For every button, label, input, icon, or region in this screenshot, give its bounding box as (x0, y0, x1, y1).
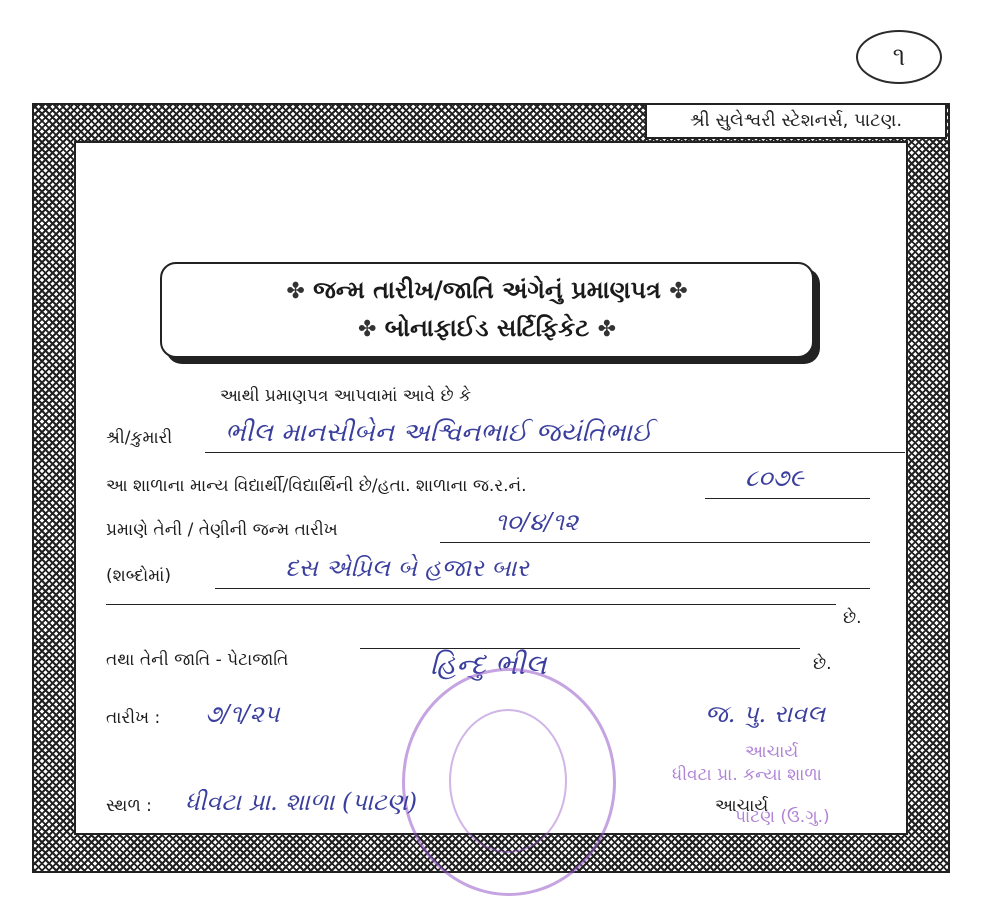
date-value: ૭/૧/૨૫ (205, 700, 280, 728)
title-line-2 (162, 310, 812, 348)
words-value: દસ એપ્રિલ બે હજાર બાર (285, 554, 529, 582)
register-line (705, 498, 870, 499)
register-number: ૮૦૭૯ (745, 464, 804, 492)
date-label: તારીખ : (106, 708, 161, 728)
student-label: આ શાળાના માન્ય વિદ્યાર્થી/વિદ્યાર્થિની છે/હતા. શાળાના જ.ર.નં. (106, 476, 527, 496)
name-label: શ્રી/કુમારી (106, 428, 173, 448)
caste-line (360, 648, 800, 649)
principal-signature: જ. પુ. રાવલ (705, 700, 826, 728)
stationer-label: શ્રી સુલેશ્વરી સ્ટેશનર્સ, પાટણ. (645, 103, 947, 139)
flower-ornament-icon: ✤ (286, 279, 305, 304)
school-stamp (402, 668, 616, 896)
place-value: ધીવટા પ્રા. શાળા (પાટણ) (185, 788, 418, 816)
caste-value: હિન્દુ ભીલ (430, 648, 547, 681)
words-continuation-line (106, 604, 836, 605)
seal-school: ધીવટા પ્રા. કન્યા શાળા (672, 765, 822, 785)
seal-place: પાટણ (ઉ.ગુ.) (735, 807, 830, 827)
title-text-2: બોનાફાઈડ સર્ટિફિકેટ (384, 314, 590, 342)
caste-label: તથા તેની જાતિ - પેટાજાતિ (106, 650, 289, 670)
dob-value: ૧૦/૪/૧૨ (495, 508, 579, 536)
flower-ornament-icon: ✤ (597, 317, 616, 342)
intro-text: આથી પ્રમાણપત્ર આપવામાં આવે છે કે (220, 386, 471, 406)
stamp-inner-ring (449, 709, 567, 853)
words-label: (શબ્દોમાં) (106, 566, 172, 586)
title-text-1: જન્મ તારીખ/જાતિ અંગેનું પ્રમાણપત્ર (313, 276, 661, 304)
che-text: છે. (843, 608, 862, 628)
che-text: છે. (813, 654, 832, 674)
flower-ornament-icon: ✤ (357, 317, 377, 342)
name-value: ભીલ માનસીબેન અશ્વિનભાઈ જયંતિભાઈ (225, 418, 653, 448)
principal-label: આચાર્ય (715, 796, 769, 816)
seal-title: આચાર્ય (745, 742, 799, 762)
name-line (205, 452, 905, 453)
certificate-title (160, 262, 814, 358)
page-number: ૧ (856, 30, 942, 84)
dob-line (440, 542, 870, 543)
words-line (215, 588, 870, 589)
dob-label: પ્રમાણે તેની / તેણીની જન્મ તારીખ (106, 520, 338, 540)
place-label: સ્થળ : (106, 796, 152, 816)
flower-ornament-icon: ✤ (669, 279, 688, 304)
title-line-1 (162, 272, 812, 310)
